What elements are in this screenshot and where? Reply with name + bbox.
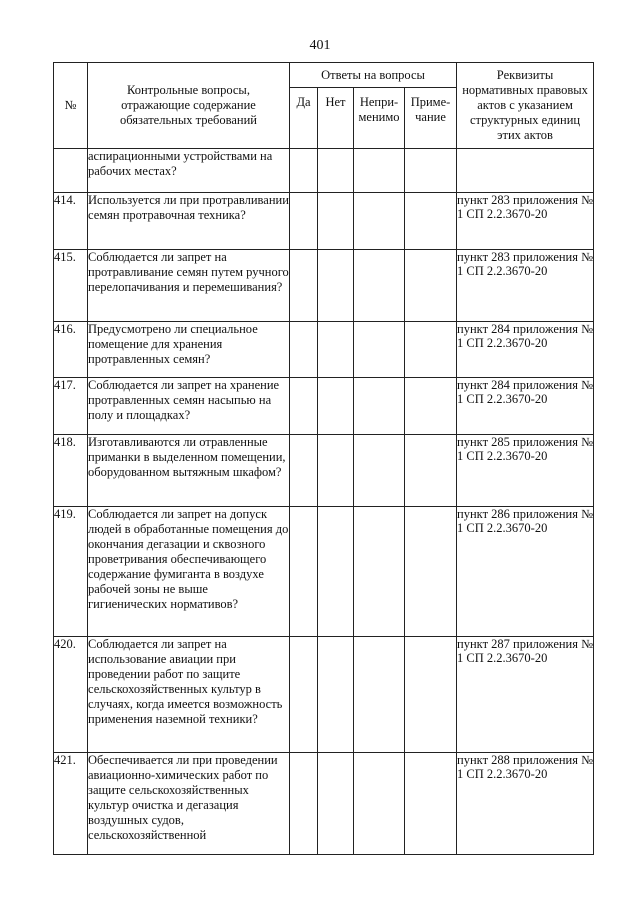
answer-na-cell: [354, 193, 405, 250]
header-answers: Ответы на вопросы: [290, 63, 457, 88]
header-not-applicable: Непри-менимо: [354, 88, 405, 149]
answer-note-cell: [405, 378, 457, 435]
answer-no-cell: [318, 193, 354, 250]
answer-yes-cell: [290, 435, 318, 507]
row-question: Соблюдается ли запрет на протравливание семян путем ручного перелопачивания и перемешивания?: [88, 250, 290, 322]
header-number: №: [54, 63, 88, 149]
answer-na-cell: [354, 378, 405, 435]
row-question: Обеспечивается ли при проведении авиационно-химических работ по защите сельскохозяйственных культур очистка и дегазация воздушных судов, сельскохозяйственной: [88, 753, 290, 855]
answer-yes-cell: [290, 149, 318, 193]
header-references: Реквизиты нормативных правовых актов с указанием структурных единиц этих актов: [457, 63, 594, 149]
answer-na-cell: [354, 507, 405, 637]
answer-no-cell: [318, 378, 354, 435]
header-no: Нет: [318, 88, 354, 149]
answer-note-cell: [405, 250, 457, 322]
table-row: [54, 378, 594, 435]
row-number: 421.: [54, 753, 88, 855]
page-number: 401: [309, 38, 331, 53]
row-number: 416.: [54, 322, 88, 378]
answer-no-cell: [318, 753, 354, 855]
answer-note-cell: [405, 637, 457, 753]
answer-note-cell: [405, 322, 457, 378]
answer-yes-cell: [290, 753, 318, 855]
row-number: [54, 149, 88, 193]
row-number: 420.: [54, 637, 88, 753]
table-row: [54, 250, 594, 322]
row-question: аспирационными устройствами на рабочих местах?: [88, 149, 290, 193]
row-question: Используется ли при протравливании семян протравочная техника?: [88, 193, 290, 250]
row-reference: пункт 284 приложения № 1 СП 2.2.3670-20: [457, 378, 594, 435]
header-questions: Контрольные вопросы, отражающие содержание обязательных требований: [88, 63, 290, 149]
header-note: Приме-чание: [405, 88, 457, 149]
row-question: Соблюдается ли запрет на допуск людей в обработанные помещения до окончания дегазации и сквозного проветривания обеспечивающего содержание фумиганта в воздухе рабочей зоны не выше гигиенических нормативов?: [88, 507, 290, 637]
table-row: [54, 322, 594, 378]
row-number: 414.: [54, 193, 88, 250]
table-row: [54, 193, 594, 250]
row-number: 419.: [54, 507, 88, 637]
row-reference: пункт 288 приложения № 1 СП 2.2.3670-20: [457, 753, 594, 855]
answer-na-cell: [354, 435, 405, 507]
row-question: Изготавливаются ли отравленные приманки в выделенном помещении, оборудованном вытяжным шкафом?: [88, 435, 290, 507]
row-number: 418.: [54, 435, 88, 507]
answer-note-cell: [405, 753, 457, 855]
answer-yes-cell: [290, 637, 318, 753]
table-row: [54, 753, 594, 855]
row-reference: пункт 283 приложения № 1 СП 2.2.3670-20: [457, 250, 594, 322]
answer-na-cell: [354, 637, 405, 753]
answer-na-cell: [354, 250, 405, 322]
row-reference: пункт 284 приложения № 1 СП 2.2.3670-20: [457, 322, 594, 378]
answer-na-cell: [354, 149, 405, 193]
table-header: [54, 63, 594, 149]
answer-no-cell: [318, 322, 354, 378]
answer-yes-cell: [290, 322, 318, 378]
answer-na-cell: [354, 322, 405, 378]
table-row: [54, 435, 594, 507]
row-number: 417.: [54, 378, 88, 435]
answer-yes-cell: [290, 507, 318, 637]
answer-note-cell: [405, 435, 457, 507]
answer-note-cell: [405, 507, 457, 637]
row-number: 415.: [54, 250, 88, 322]
answer-no-cell: [318, 149, 354, 193]
answer-note-cell: [405, 193, 457, 250]
table-row: [54, 507, 594, 637]
header-yes: Да: [290, 88, 318, 149]
answer-yes-cell: [290, 250, 318, 322]
row-reference: пункт 285 приложения № 1 СП 2.2.3670-20: [457, 435, 594, 507]
table-row: [54, 637, 594, 753]
row-reference: пункт 283 приложения № 1 СП 2.2.3670-20: [457, 193, 594, 250]
answer-no-cell: [318, 435, 354, 507]
answer-yes-cell: [290, 378, 318, 435]
answer-no-cell: [318, 507, 354, 637]
table-row: [54, 149, 594, 193]
row-reference: пункт 286 приложения № 1 СП 2.2.3670-20: [457, 507, 594, 637]
row-reference: [457, 149, 594, 193]
answer-yes-cell: [290, 193, 318, 250]
answer-note-cell: [405, 149, 457, 193]
answer-no-cell: [318, 250, 354, 322]
row-question: Соблюдается ли запрет на использование авиации при проведении работ по защите сельскохозяйственных культур в случаях, когда имеется возможность применения наземной техники?: [88, 637, 290, 753]
answer-na-cell: [354, 753, 405, 855]
table-body: [54, 149, 594, 855]
answer-no-cell: [318, 637, 354, 753]
row-question: Предусмотрено ли специальное помещение для хранения протравленных семян?: [88, 322, 290, 378]
row-question: Соблюдается ли запрет на хранение протравленных семян насыпью на полу и площадках?: [88, 378, 290, 435]
checklist-table: [53, 62, 594, 855]
row-reference: пункт 287 приложения № 1 СП 2.2.3670-20: [457, 637, 594, 753]
